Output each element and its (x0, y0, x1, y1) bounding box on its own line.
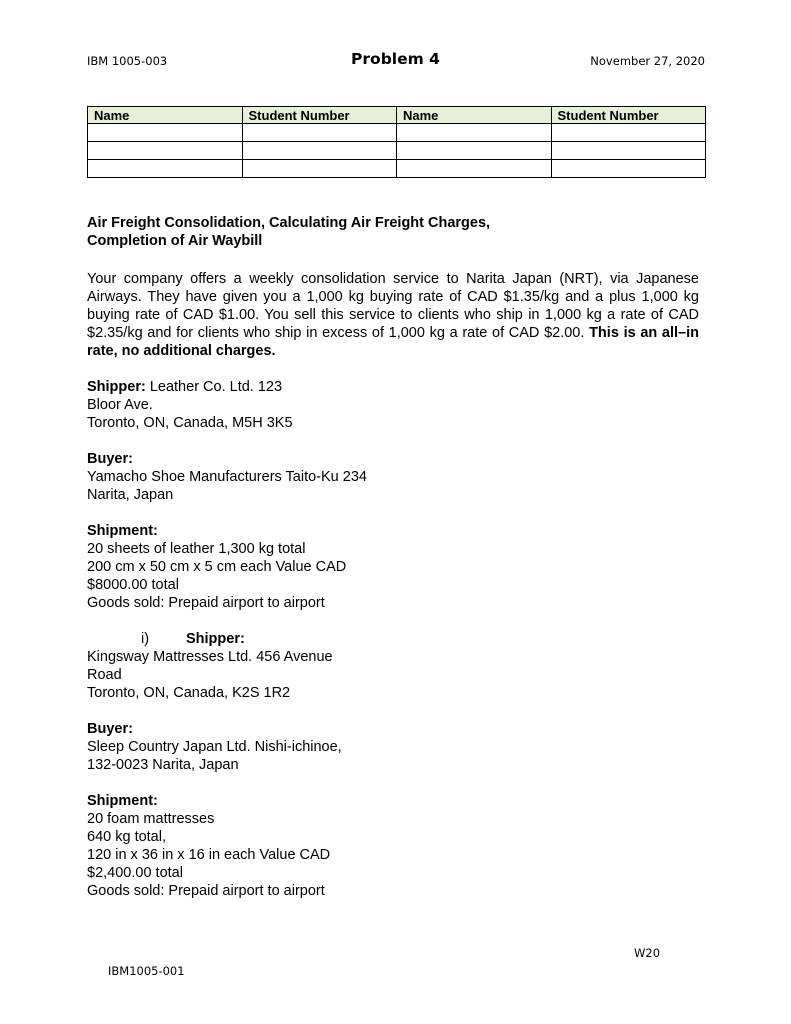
version-code: W20 (634, 946, 661, 960)
student-number-cell[interactable] (242, 142, 397, 160)
table-row (88, 142, 706, 160)
case1-shipment-line-3: $8000.00 total (87, 577, 179, 593)
section-heading-line-1: Air Freight Consolidation, Calculating Air Freight Charges, (87, 215, 491, 231)
case2-shipper-line-1: Kingsway Mattresses Ltd. 456 Avenue (87, 649, 333, 665)
case1-shipper-name: Leather Co. Ltd. 123 (145, 379, 283, 395)
case2-shipper-heading (87, 630, 699, 648)
table-header-row (88, 107, 706, 124)
intro-text: Your company offers a weekly consolidation service to Narita Japan (NRT), via Japanese Airways. They have given you a 1,000 kg buying rate of CAD $1.35/kg and a plus 1,000 kg buying rate of CAD $1.00. You sell this service to clients who ship in 1,000 kg a rate of CAD $2.35/kg and for clients who ship in excess of 1,000 kg a rate of CAD $2.00. (87, 271, 699, 341)
case1-shipper-line-3: Toronto, ON, Canada, M5H 3K5 (87, 415, 293, 431)
name-cell[interactable] (397, 160, 552, 178)
name-column-header-2: Name (397, 107, 552, 124)
case1-shipment-line-4: Goods sold: Prepaid airport to airport (87, 595, 325, 611)
name-cell[interactable] (88, 124, 243, 142)
name-column-header-1: Name (88, 107, 243, 124)
student-number-column-header-1: Student Number (242, 107, 397, 124)
case2-shipper-label: Shipper: (186, 631, 245, 647)
case2-shipper-line-2: Road (87, 667, 122, 683)
student-number-cell[interactable] (242, 124, 397, 142)
case2-buyer-label: Buyer: (87, 721, 133, 737)
student-number-column-header-2: Student Number (551, 107, 706, 124)
case1-buyer-line-2: Narita, Japan (87, 487, 174, 503)
case1-buyer-line-1: Yamacho Shoe Manufacturers Taito-Ku 234 (87, 469, 367, 485)
case1-shipment-label: Shipment: (87, 523, 158, 539)
student-number-cell[interactable] (551, 160, 706, 178)
case2-buyer-line-2: 132-0023 Narita, Japan (87, 757, 239, 773)
case2-shipment-line-4: $2,400.00 total (87, 865, 183, 881)
case2-shipper-line-3: Toronto, ON, Canada, K2S 1R2 (87, 685, 291, 701)
case2-shipment-label: Shipment: (87, 793, 158, 809)
document-date: November 27, 2020 (590, 54, 705, 68)
intro-bold-note: This is an all–in rate, no additional charges. (87, 325, 700, 359)
name-cell[interactable] (397, 124, 552, 142)
case2-shipment-line-1: 20 foam mattresses (87, 811, 215, 827)
course-code: IBM 1005-003 (87, 54, 168, 68)
page-title: Problem 4 (351, 50, 440, 68)
case1-buyer-label: Buyer: (87, 451, 133, 467)
student-name-table (87, 106, 706, 178)
case1-shipment-line-1: 20 sheets of leather 1,300 kg total (87, 541, 306, 557)
case1-shipper-line-1 (87, 378, 699, 396)
case2-shipment-line-2: 640 kg total, (87, 829, 166, 845)
case1-shipper-line-2: Bloor Ave. (87, 397, 153, 413)
case1-shipment-line-2: 200 cm x 50 cm x 5 cm each Value CAD (87, 559, 347, 575)
case2-buyer-line-1: Sleep Country Japan Ltd. Nishi-ichinoe, (87, 739, 342, 755)
section-heading-line-2: Completion of Air Waybill (87, 233, 263, 249)
case2-shipment-line-3: 120 in x 36 in x 16 in each Value CAD (87, 847, 331, 863)
student-number-cell[interactable] (242, 160, 397, 178)
footer-course-code: IBM1005-001 (108, 964, 185, 978)
student-number-cell[interactable] (551, 124, 706, 142)
case1-shipper-label: Shipper: (87, 379, 146, 395)
problem-content (87, 214, 699, 900)
student-number-cell[interactable] (551, 142, 706, 160)
case2-item-number: i) (141, 631, 150, 647)
table-row (88, 160, 706, 178)
name-cell[interactable] (88, 142, 243, 160)
intro-paragraph (87, 270, 699, 360)
case2-shipment-line-5: Goods sold: Prepaid airport to airport (87, 883, 325, 899)
name-cell[interactable] (397, 142, 552, 160)
name-cell[interactable] (88, 160, 243, 178)
table-row (88, 124, 706, 142)
